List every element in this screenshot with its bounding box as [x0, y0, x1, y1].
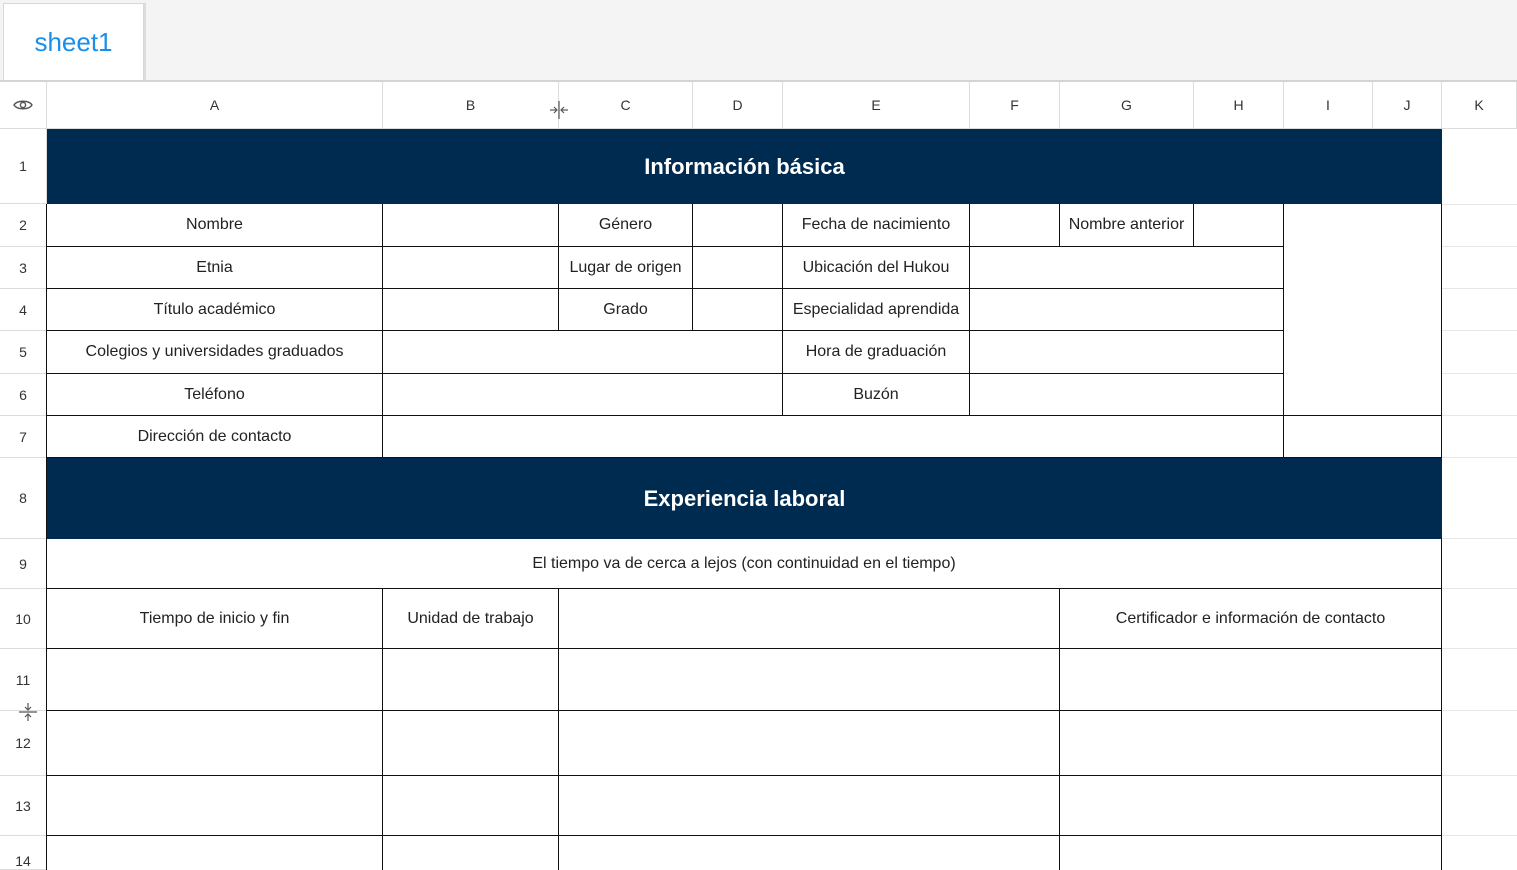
label-telefono[interactable]: Teléfono — [47, 374, 383, 416]
column-resize-icon[interactable] — [549, 100, 569, 120]
value-grado[interactable] — [693, 289, 783, 331]
table-row-cell[interactable] — [47, 776, 383, 836]
table-row-cell[interactable] — [383, 649, 559, 711]
label-buzon[interactable]: Buzón — [783, 374, 970, 416]
eye-icon[interactable] — [13, 98, 33, 112]
table-row-cell[interactable] — [1060, 776, 1442, 836]
gridline — [1442, 204, 1517, 205]
column-header-a[interactable]: A — [47, 82, 383, 129]
table-row-cell[interactable] — [1060, 836, 1442, 870]
table-row-cell[interactable] — [559, 776, 1060, 836]
value-etnia[interactable] — [383, 247, 559, 289]
label-titulo-academico[interactable]: Título académico — [47, 289, 383, 331]
table-row-cell[interactable] — [383, 711, 559, 776]
gridline — [1442, 648, 1517, 649]
column-header-d[interactable]: D — [693, 82, 783, 129]
row-header-10[interactable]: 10 — [0, 589, 47, 649]
row-header-13[interactable]: 13 — [0, 776, 47, 836]
value-colegios[interactable] — [383, 331, 783, 374]
table-row-cell[interactable] — [383, 836, 559, 870]
value-buzon[interactable] — [970, 374, 1284, 416]
gridline — [1442, 288, 1517, 289]
gridline — [1442, 538, 1517, 539]
label-especialidad[interactable]: Especialidad aprendida — [783, 289, 970, 331]
row-header-3[interactable]: 3 — [0, 247, 47, 289]
gridline — [1442, 330, 1517, 331]
column-header-f[interactable]: F — [970, 82, 1060, 129]
gridline — [1442, 457, 1517, 458]
row-header-12[interactable]: 12 — [0, 711, 47, 776]
sheet-tab-bar — [0, 0, 1517, 82]
row-resize-icon[interactable] — [18, 702, 38, 722]
gridline — [1442, 710, 1517, 711]
header-certificador[interactable]: Certificador e información de contacto — [1060, 589, 1442, 649]
value-genero[interactable] — [693, 204, 783, 247]
section-header-basic[interactable]: Información básica — [47, 129, 1442, 204]
row-header-6[interactable]: 6 — [0, 374, 47, 416]
gridline — [1442, 588, 1517, 589]
section-header-work[interactable]: Experiencia laboral — [47, 458, 1442, 539]
table-row-cell[interactable] — [559, 836, 1060, 870]
row-header-2[interactable]: 2 — [0, 204, 47, 247]
value-direccion[interactable] — [383, 416, 1284, 458]
value-nombre-anterior[interactable] — [1194, 204, 1284, 247]
work-note[interactable]: El tiempo va de cerca a lejos (con continuidad en el tiempo) — [47, 539, 1442, 589]
table-row-cell[interactable] — [47, 836, 383, 870]
value-hora-graduacion[interactable] — [970, 331, 1284, 374]
table-row-cell[interactable] — [383, 776, 559, 836]
table-row-cell[interactable] — [1060, 649, 1442, 711]
cell-i7[interactable] — [1284, 416, 1442, 458]
row-header-9[interactable]: 9 — [0, 539, 47, 589]
value-telefono[interactable] — [383, 374, 783, 416]
row-header-7[interactable]: 7 — [0, 416, 47, 458]
header-tiempo[interactable]: Tiempo de inicio y fin — [47, 589, 383, 649]
label-ubicacion-hukou[interactable]: Ubicación del Hukou — [783, 247, 970, 289]
value-ubicacion-hukou[interactable] — [970, 247, 1284, 289]
table-row-cell[interactable] — [1060, 711, 1442, 776]
column-header-g[interactable]: G — [1060, 82, 1194, 129]
column-header-i[interactable]: I — [1284, 82, 1373, 129]
table-row-cell[interactable] — [559, 649, 1060, 711]
label-nombre-anterior[interactable]: Nombre anterior — [1060, 204, 1194, 247]
gridline — [1442, 775, 1517, 776]
value-titulo-academico[interactable] — [383, 289, 559, 331]
photo-cell[interactable] — [1284, 204, 1442, 416]
column-header-b[interactable]: B — [383, 82, 559, 129]
column-header-k[interactable]: K — [1442, 82, 1517, 129]
label-lugar-origen[interactable]: Lugar de origen — [559, 247, 693, 289]
value-fecha-nacimiento[interactable] — [970, 204, 1060, 247]
row-header-4[interactable]: 4 — [0, 289, 47, 331]
label-fecha-nacimiento[interactable]: Fecha de nacimiento — [783, 204, 970, 247]
column-header-c[interactable]: C — [559, 82, 693, 129]
row-header-11[interactable]: 11 — [0, 649, 47, 711]
tab-divider — [144, 3, 146, 80]
sheet-tab-sheet1[interactable]: sheet1 — [3, 3, 144, 80]
row-header-5[interactable]: 5 — [0, 331, 47, 374]
gridline — [1442, 415, 1517, 416]
value-nombre[interactable] — [383, 204, 559, 247]
column-header-j[interactable]: J — [1373, 82, 1442, 129]
column-header-h[interactable]: H — [1194, 82, 1284, 129]
gridline — [1442, 246, 1517, 247]
table-row-cell[interactable] — [47, 711, 383, 776]
column-header-e[interactable]: E — [783, 82, 970, 129]
header-blank[interactable] — [559, 589, 1060, 649]
label-genero[interactable]: Género — [559, 204, 693, 247]
label-etnia[interactable]: Etnia — [47, 247, 383, 289]
row-header-1[interactable]: 1 — [0, 129, 47, 204]
value-especialidad[interactable] — [970, 289, 1284, 331]
table-row-cell[interactable] — [47, 649, 383, 711]
label-nombre[interactable]: Nombre — [47, 204, 383, 247]
label-direccion[interactable]: Dirección de contacto — [47, 416, 383, 458]
label-colegios[interactable]: Colegios y universidades graduados — [47, 331, 383, 374]
label-grado[interactable]: Grado — [559, 289, 693, 331]
label-hora-graduacion[interactable]: Hora de graduación — [783, 331, 970, 374]
header-unidad[interactable]: Unidad de trabajo — [383, 589, 559, 649]
gridline — [1442, 373, 1517, 374]
row-header-8[interactable]: 8 — [0, 458, 47, 539]
table-row-cell[interactable] — [559, 711, 1060, 776]
gridline — [1442, 835, 1517, 836]
select-all-corner[interactable] — [0, 82, 47, 129]
row-header-14[interactable]: 14 — [0, 836, 47, 870]
value-lugar-origen[interactable] — [693, 247, 783, 289]
